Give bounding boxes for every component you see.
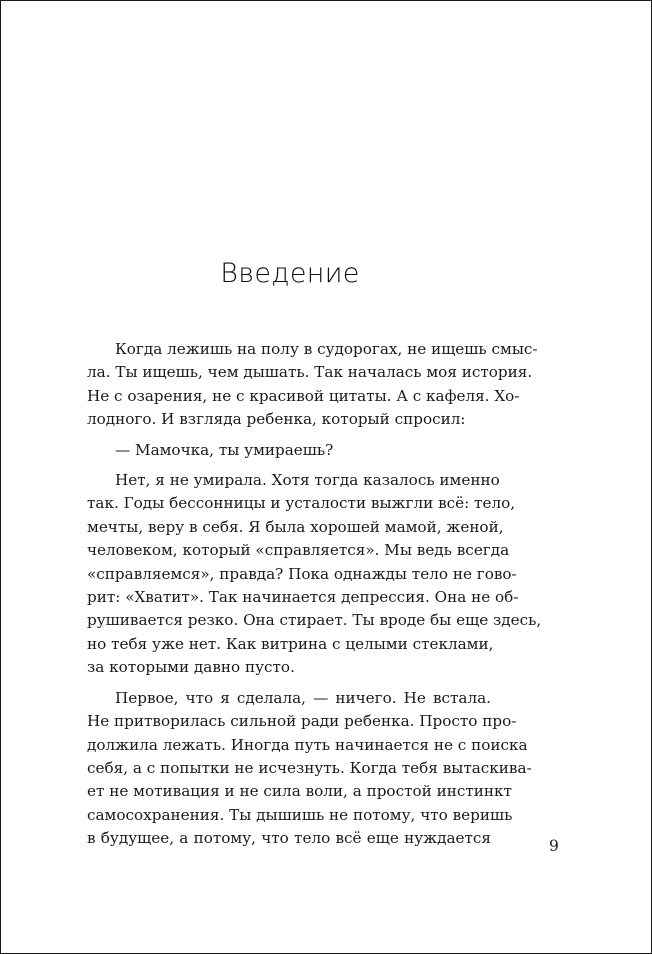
paragraph-1 bbox=[87, 338, 538, 432]
paragraph-4 bbox=[87, 687, 532, 851]
chapter-title: Введение bbox=[220, 258, 360, 289]
text-line: за которыми давно пусто. bbox=[87, 658, 295, 677]
text-line: в будущее, а потому, что тело всё еще нуждается bbox=[87, 829, 491, 848]
text-line: рушивается резко. Она стирает. Ты вроде бы еще здесь, bbox=[87, 611, 542, 630]
text-line: Нет, я не умирала. Хотя тогда казалось именно bbox=[115, 471, 500, 490]
text-line: должила лежать. Иногда путь начинается не с поиска bbox=[87, 735, 528, 754]
text-line: себя, а с попытки не исчезнуть. Когда тебя вытаскива- bbox=[87, 758, 532, 777]
text-line: — Мамочка, ты умираешь? bbox=[115, 440, 334, 459]
text-line: Не с озарения, не с красивой цитаты. А с кафеля. Хо- bbox=[87, 386, 520, 405]
paragraph-3 bbox=[87, 469, 542, 680]
text-line: лодного. И взгляда ребенка, который спросил: bbox=[87, 410, 466, 429]
paragraph-2 bbox=[87, 439, 491, 462]
page-number: 9 bbox=[549, 837, 559, 855]
text-line: самосохранения. Ты дышишь не потому, что веришь bbox=[87, 805, 513, 824]
text-line: но тебя уже нет. Как витрина с целыми стеклами, bbox=[87, 634, 494, 653]
text-line: Не притворилась сильной ради ребенка. Просто про- bbox=[87, 712, 517, 731]
body-text bbox=[87, 338, 542, 858]
text-line: ла. Ты ищешь, чем дышать. Так началась моя история. bbox=[87, 363, 533, 382]
text-line: Когда лежишь на полу в судорогах, не ищешь смыс- bbox=[115, 340, 538, 358]
text-line: так. Годы бессонницы и усталости выжгли всё: тело, bbox=[87, 494, 516, 513]
text-line: человеком, который «справляется». Мы ведь всегда bbox=[87, 541, 510, 560]
text-line: «справляемся», правда? Пока однажды тело не гово- bbox=[87, 564, 517, 583]
text-line: рит: «Хватит». Так начинается депрессия. Она не об- bbox=[87, 588, 519, 607]
text-line: мечты, веру в себя. Я была хорошей мамой, женой, bbox=[87, 517, 504, 536]
text-line: ет не мотивация и не сила воли, а простой инстинкт bbox=[87, 782, 512, 801]
text-line: Первое, что я сделала, — ничего. Не встала. bbox=[115, 688, 491, 707]
